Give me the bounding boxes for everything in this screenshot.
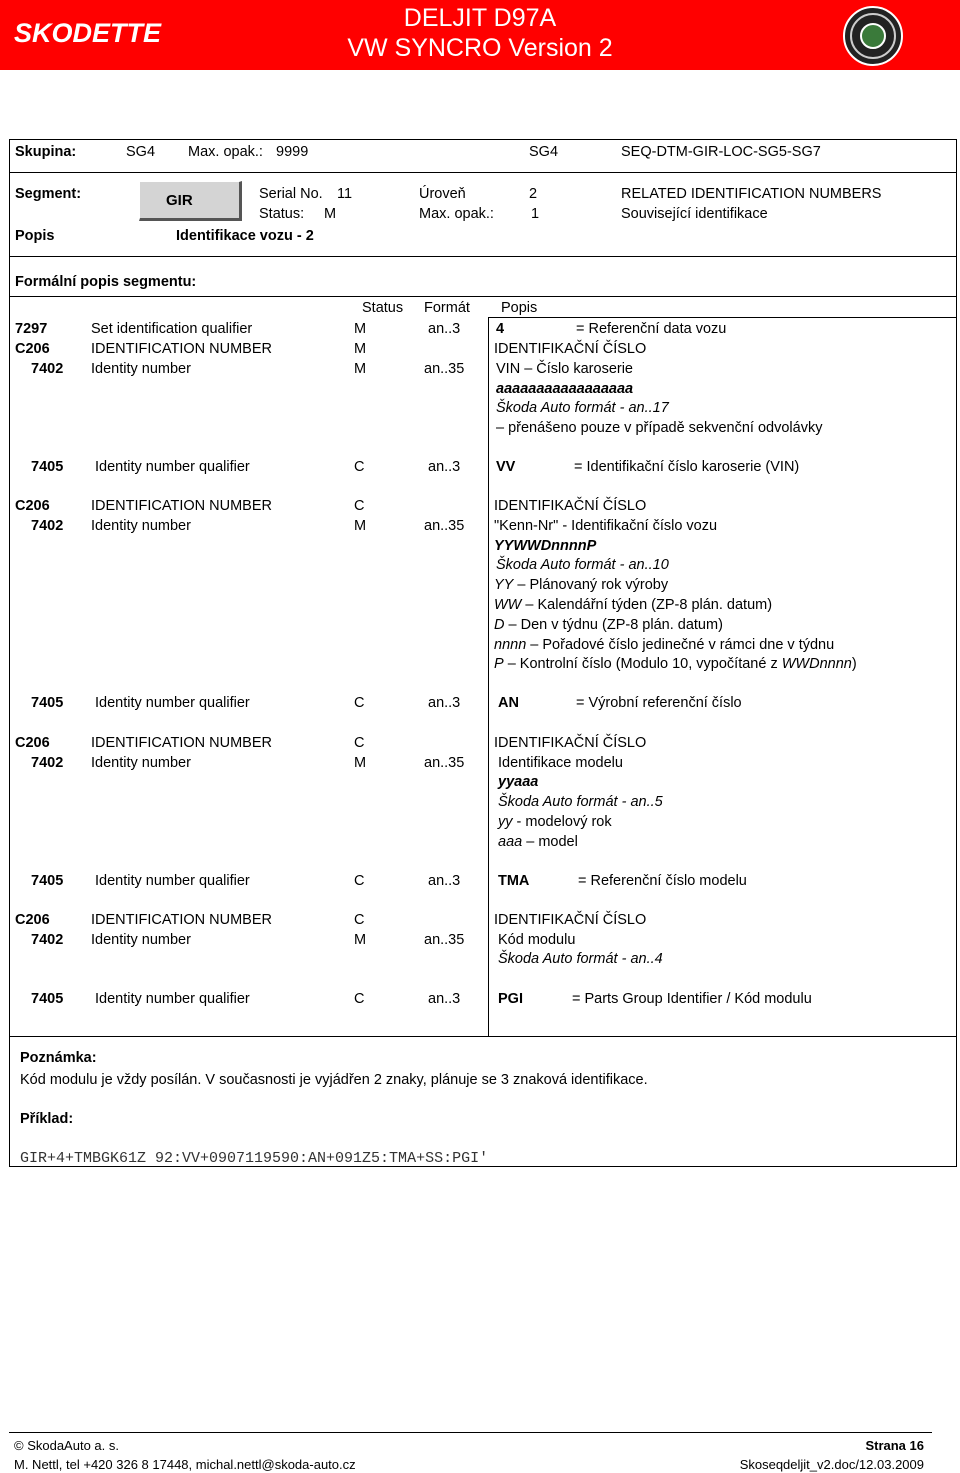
row-detail-line: WW – Kalendářní týden (ZP-8 plán. datum) [494,597,773,613]
row-code: 7405 [31,459,64,475]
row-popis: IDENTIFIKAČNÍ ČÍSLO [494,912,647,928]
row-format: an..3 [428,991,461,1007]
row-status: M [354,321,367,337]
row-detail-line: P – Kontrolní číslo (Modulo 10, vypočítané z WWDnnnn) [494,656,857,672]
uroven-label: Úroveň [419,186,466,202]
group-path: SEQ-DTM-GIR-LOC-SG5-SG7 [621,144,821,160]
skupina-value: SG4 [126,144,156,160]
row-code: 7402 [31,755,64,771]
row-status: C [354,459,365,475]
row-format: an..3 [428,873,461,889]
uroven-value: 2 [529,186,538,202]
row-code: 7405 [31,991,64,1007]
segment-name-cz: Související identifikace [621,206,768,222]
row-status: M [354,932,367,948]
max-opak-value: 9999 [276,144,309,160]
row-status: C [354,991,365,1007]
row-code: 7405 [31,695,64,711]
row-status: M [354,341,367,357]
row-code: 7402 [31,932,64,948]
row-qualifier-code: PGI [498,991,523,1007]
row-format: an..35 [424,755,465,771]
formal-title: Formální popis segmentu: [15,274,197,290]
row-status: C [354,873,365,889]
popis-label: Popis [15,228,55,244]
row-qualifier-desc: = Identifikační číslo karoserie (VIN) [574,459,800,475]
row-name: IDENTIFICATION NUMBER [91,912,272,928]
row-format: an..3 [428,459,461,475]
footer-copyright: © SkodaAuto a. s. [14,1438,119,1453]
segment-frame [9,139,957,1167]
row-code: 7297 [15,321,48,337]
popis-column-divider [488,317,489,1036]
priklad-example: GIR+4+TMBGK61Z 92:VV+0907119590:AN+091Z5:TMA+SS:PGI' [20,1150,489,1167]
row-status: C [354,912,365,928]
divider [9,172,957,173]
segment-tag-box [139,181,242,221]
footer-file: Skoseqdeljit_v2.doc/12.03.2009 [739,1457,924,1472]
row-name: Identity number qualifier [95,991,250,1007]
row-name: Identity number [91,755,191,771]
col-header-format: Formát [424,300,470,316]
row-status: M [354,361,367,377]
row-pattern: YYWWDnnnnP [494,538,597,554]
col-header-status: Status [362,300,404,316]
row-qualifier-code: 4 [496,321,505,337]
max-opak2-label: Max. opak.: [419,206,494,222]
row-code: C206 [15,735,50,751]
row-format: an..35 [424,361,465,377]
footer-page: Strana 16 [865,1438,924,1453]
row-format-note: Škoda Auto formát - an..4 [498,951,663,967]
priklad-label: Příklad: [20,1111,74,1127]
row-name: IDENTIFICATION NUMBER [91,735,272,751]
row-qualifier-desc: = Referenční číslo modelu [578,873,747,889]
row-format-note: Škoda Auto formát - an..17 [496,400,669,416]
divider [488,317,957,318]
divider [9,256,957,257]
row-name: Identity number qualifier [95,459,250,475]
row-detail-line: D – Den v týdnu (ZP-8 plán. datum) [494,617,723,633]
row-popis: VIN – Číslo karoserie [496,361,633,377]
row-popis: Identifikace modelu [498,755,623,771]
row-qualifier-code: AN [498,695,519,711]
row-code: 7402 [31,361,64,377]
row-name: Identity number qualifier [95,873,250,889]
row-code: 7402 [31,518,64,534]
row-format: an..3 [428,695,461,711]
row-code: 7405 [31,873,64,889]
row-name: Identity number qualifier [95,695,250,711]
row-popis: IDENTIFIKAČNÍ ČÍSLO [494,341,647,357]
row-name: Identity number [91,361,191,377]
poznamka-text: Kód modulu je vždy posílán. V současnosti je vyjádřen 2 znaky, plánuje se 3 znaková identifikace. [20,1072,648,1088]
row-status: M [354,755,367,771]
row-status: M [354,518,367,534]
row-name: Set identification qualifier [91,321,253,337]
row-detail-line: nnnn – Pořadové číslo jedinečné v rámci dne v týdnu [494,637,835,653]
row-qualifier-desc: = Referenční data vozu [576,321,727,337]
row-qualifier-desc: = Parts Group Identifier / Kód modulu [572,991,812,1007]
row-format-note: Škoda Auto formát - an..10 [496,557,669,573]
footer-divider [9,1432,932,1433]
row-format: an..3 [428,321,461,337]
serial-value: 11 [337,186,353,202]
segment-tag: GIR [166,192,193,209]
row-popis: Kód modulu [498,932,576,948]
row-pattern: aaaaaaaaaaaaaaaaa [496,381,634,397]
skoda-logo-icon [843,6,903,66]
brand-name: SKODETTE [14,18,162,48]
skupina-label: Skupina: [15,144,77,160]
popis-value: Identifikace vozu - 2 [176,228,314,244]
row-format: an..35 [424,518,465,534]
segment-name-en: RELATED IDENTIFICATION NUMBERS [621,186,882,202]
row-name: Identity number [91,932,191,948]
divider [9,1036,957,1037]
divider [9,296,957,297]
status-label: Status: [259,206,305,222]
row-pattern: yyaaa [498,774,539,790]
row-note: – přenášeno pouze v případě sekvenční odvolávky [496,420,823,436]
row-popis: "Kenn-Nr" - Identifikační číslo vozu [494,518,718,534]
row-detail-line: aaa – model [498,834,578,850]
row-code: C206 [15,341,50,357]
footer-contact: M. Nettl, tel +420 326 8 17448, michal.nettl@skoda-auto.cz [14,1457,356,1472]
max-opak-label: Max. opak.: [188,144,263,160]
col-header-popis: Popis [501,300,538,316]
row-code: C206 [15,912,50,928]
row-popis: IDENTIFIKAČNÍ ČÍSLO [494,735,647,751]
row-code: C206 [15,498,50,514]
group-code: SG4 [529,144,559,160]
status-value: M [324,206,337,222]
row-name: IDENTIFICATION NUMBER [91,498,272,514]
doc-title-line2: VW SYNCRO Version 2 [347,34,613,62]
poznamka-label: Poznámka: [20,1050,97,1066]
row-name: Identity number [91,518,191,534]
page-header [0,0,960,70]
row-qualifier-desc: = Výrobní referenční číslo [576,695,742,711]
row-status: C [354,735,365,751]
row-name: IDENTIFICATION NUMBER [91,341,272,357]
row-qualifier-code: VV [496,459,516,475]
row-detail-line: yy - modelový rok [498,814,612,830]
row-popis: IDENTIFIKAČNÍ ČÍSLO [494,498,647,514]
max-opak2-value: 1 [531,206,540,222]
row-format-note: Škoda Auto formát - an..5 [498,794,663,810]
row-format: an..35 [424,932,465,948]
row-detail-line: YY – Plánovaný rok výroby [494,577,669,593]
serial-label: Serial No. [259,186,323,202]
row-qualifier-code: TMA [498,873,530,889]
row-status: C [354,695,365,711]
doc-title-line1: DELJIT D97A [403,4,557,32]
segment-label: Segment: [15,186,82,202]
row-status: C [354,498,365,514]
